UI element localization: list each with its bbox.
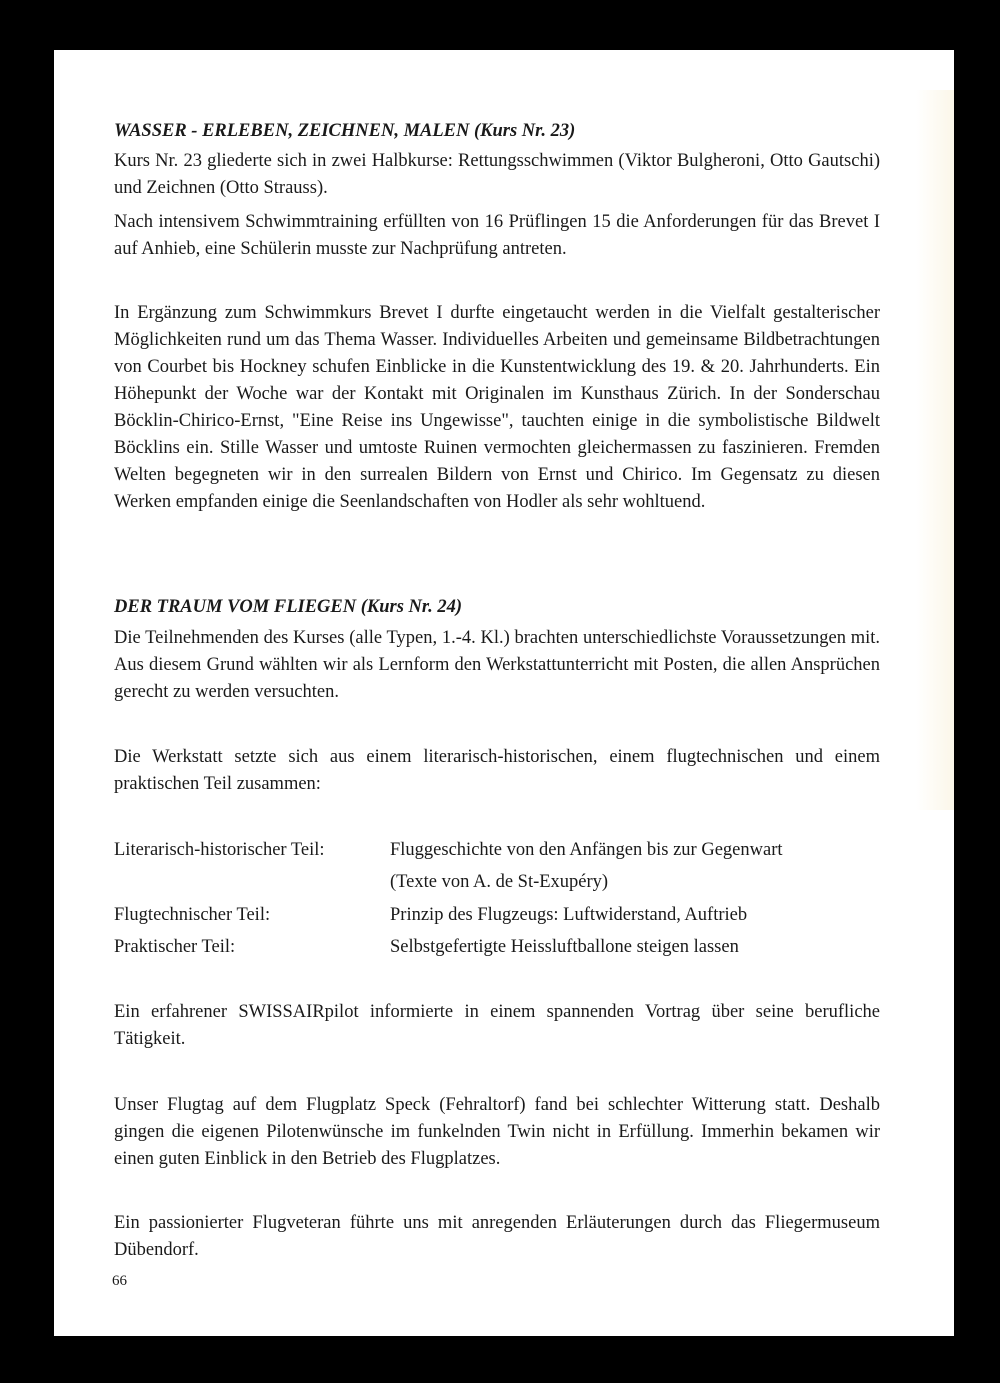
part-description: Selbstgefertigte Heissluftballone steigen lassen (390, 937, 739, 957)
part-label: Praktischer Teil: (114, 937, 236, 957)
document-page (54, 50, 954, 1336)
part-description: (Texte von A. de St-Exupéry) (390, 872, 609, 892)
part-row (114, 934, 880, 961)
paragraph-fliegermuseum: Ein passionierter Flugveteran führte uns mit anregenden Erläuterungen durch das Fliegermuseum Dübendorf. (114, 1213, 880, 1260)
paragraph-flugtag: Unser Flugtag auf dem Flugplatz Speck (Fehraltorf) fand bei schlechter Witterung statt. Deshalb gingen die eigenen Pilotenwünsche im funkelnden Twin nicht in Erfüllung. Immerhin bekamen wir einen guten Einblick in den Betrieb des Flugplatzes. (114, 1095, 880, 1169)
part-label: Flugtechnischer Teil: (114, 905, 271, 925)
part-description: Fluggeschichte von den Anfängen bis zur Gegenwart (390, 840, 783, 860)
paragraph-kurs23-schwimmen: Nach intensivem Schwimmtraining erfüllten von 16 Prüflingen 15 die Anforderungen für das Brevet I auf Anhieb, eine Schülerin musste zur Nachprüfung antreten. (114, 212, 880, 259)
page-number: 66 (112, 1273, 127, 1289)
part-row (114, 902, 880, 929)
part-row (114, 837, 880, 864)
section-heading-wasser: WASSER - ERLEBEN, ZEICHNEN, MALEN (Kurs Nr. 23) (114, 121, 576, 141)
paragraph-kurs23-gestalten: In Ergänzung zum Schwimmkurs Brevet I durfte eingetaucht werden in die Vielfalt gestalterischer Möglichkeiten rund um das Thema Wasser. Individuelles Arbeiten und gemeinsame Bildbetrachtungen von Courbet bis Hockney schufen Einblicke in die Kunstentwicklung des 19. & 20. Jahrhunderts. Ein Höhepunkt der Woche war der Kontakt mit Originalen im Kunsthaus Zürich. In der Sonderschau Böcklin-Chirico-Ernst, "Eine Reise ins Ungewisse", tauchten einige in die symbolistische Bildwelt Böcklins ein. Stille Wasser und umtoste Ruinen vermochten gleichermassen zu faszinieren. Fremden Welten begegneten wir in den surrealen Bildern von Ernst und Chirico. Im Gegensatz zu diesen Werken empfanden einige die Seenlandschaften von Hodler als sehr wohltuend. (114, 303, 880, 512)
paragraph-kurs23-intro: Kurs Nr. 23 gliederte sich in zwei Halbkurse: Rettungsschwimmen (Viktor Bulgheroni, Otto Gautschi) und Zeichnen (Otto Strauss). (114, 151, 880, 198)
paragraph-kurs24-intro: Die Teilnehmenden des Kurses (alle Typen, 1.-4. Kl.) brachten unterschiedlichste Voraussetzungen mit. Aus diesem Grund wählten wir als Lernform den Werkstattunterricht mit Posten, die allen Ansprüchen gerecht zu werden versuchten. (114, 628, 880, 702)
paper-edge-tint (916, 90, 954, 810)
section-heading-fliegen: DER TRAUM VOM FLIEGEN (Kurs Nr. 24) (114, 597, 462, 617)
paragraph-werkstatt: Die Werkstatt setzte sich aus einem literarisch-historischen, einem flugtechnischen und einem praktischen Teil zusammen: (114, 747, 880, 794)
paragraph-swissair: Ein erfahrener SWISSAIRpilot informierte in einem spannenden Vortrag über seine berufliche Tätigkeit. (114, 1002, 880, 1049)
part-label: Literarisch-historischer Teil: (114, 840, 325, 860)
part-description: Prinzip des Flugzeugs: Luftwiderstand, Auftrieb (390, 905, 748, 925)
part-row (114, 869, 880, 896)
